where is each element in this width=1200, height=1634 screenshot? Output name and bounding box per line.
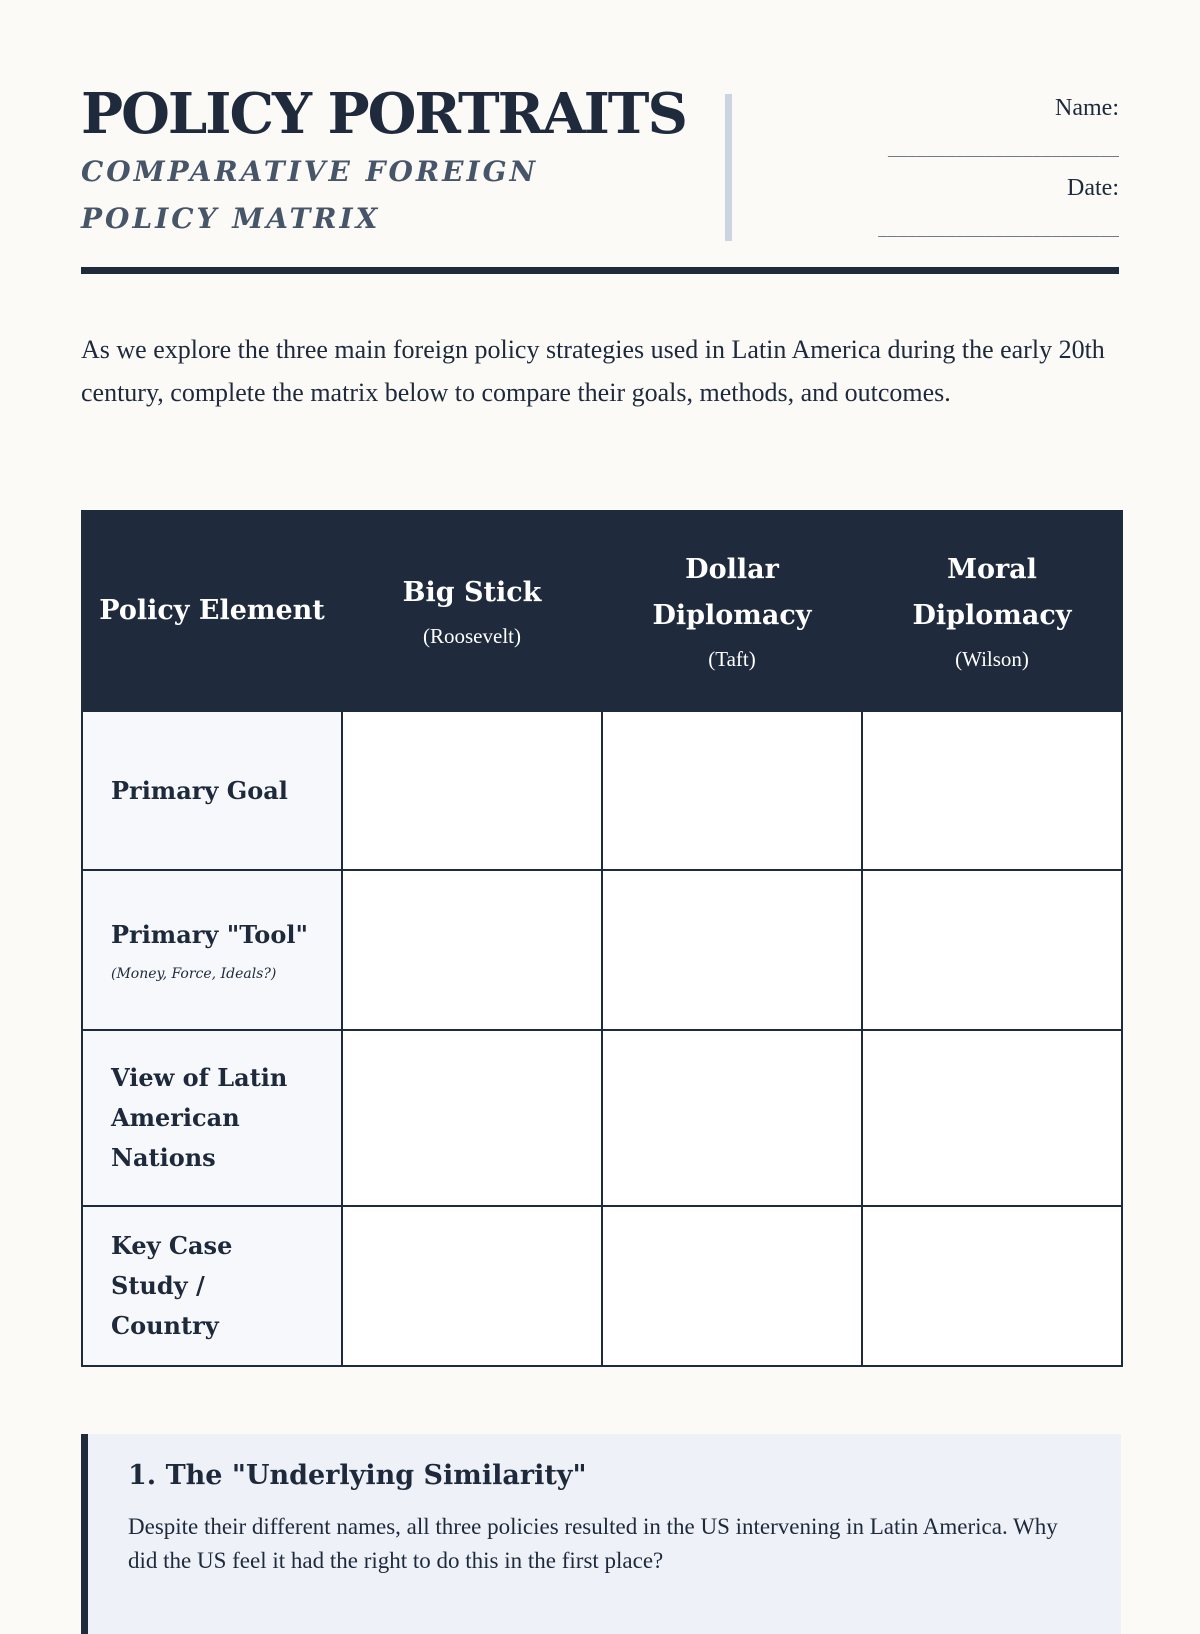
header-name: Big Stick (402, 577, 542, 608)
header-name: Policy Element (99, 595, 325, 626)
answer-cell-moral-diplomacy[interactable] (862, 711, 1122, 870)
header-president: (Roosevelt) (423, 624, 521, 648)
header-policy-element (82, 511, 342, 711)
row-label: View of Latin American Nations (82, 1030, 342, 1206)
answer-cell-dollar-diplomacy[interactable] (602, 870, 862, 1030)
answer-cell-moral-diplomacy[interactable] (862, 1030, 1122, 1206)
answer-cell-dollar-diplomacy[interactable] (602, 1030, 862, 1206)
page-subtitle: COMPARATIVE FOREIGN POLICY MATRIX (81, 155, 539, 235)
header-divider (725, 94, 732, 241)
answer-cell-moral-diplomacy[interactable] (862, 870, 1122, 1030)
name-field[interactable]: ________________________ (887, 138, 1119, 157)
header-big-stick (342, 511, 602, 711)
question-title: 1. The "Underlying Similarity" (128, 1460, 587, 1491)
answer-cell-big-stick[interactable] (342, 870, 602, 1030)
header-moral-diplomacy (862, 511, 1122, 711)
question-text: Despite their different names, all three policies resulted in the US intervening in Latin America. Why did the US feel it had the right to do this in the first place? (128, 1514, 1058, 1573)
row-label: Primary "Tool" (111, 920, 308, 949)
date-field[interactable]: _________________________ (878, 218, 1119, 237)
name-label: Name: (1055, 95, 1119, 121)
answer-cell-big-stick[interactable] (342, 1030, 602, 1206)
header-name: Dollar Diplomacy (652, 554, 812, 631)
date-label: Date: (1067, 175, 1119, 201)
header-dollar-diplomacy (602, 511, 862, 711)
matrix-row-case-study (82, 1206, 1122, 1366)
matrix-row-primary-tool (82, 870, 1122, 1030)
row-hint: (Money, Force, Ideals?) (111, 966, 277, 982)
answer-cell-dollar-diplomacy[interactable] (602, 1206, 862, 1366)
header-president: (Taft) (708, 647, 756, 671)
answer-cell-dollar-diplomacy[interactable] (602, 711, 862, 870)
policy-matrix (81, 510, 1123, 1367)
answer-cell-big-stick[interactable] (342, 711, 602, 870)
answer-cell-moral-diplomacy[interactable] (862, 1206, 1122, 1366)
page-title: POLICY PORTRAITS (81, 81, 686, 147)
student-info (759, 92, 1119, 252)
matrix-row-view-of-latin-america (82, 1030, 1122, 1206)
answer-cell-big-stick[interactable] (342, 1206, 602, 1366)
header-rule (81, 267, 1119, 274)
intro-paragraph: As we explore the three main foreign policy strategies used in Latin America during the early 20th century, complete the matrix below to compare their goals, methods, and outcomes. (81, 335, 1105, 407)
header-president: (Wilson) (955, 647, 1029, 671)
row-label-cell (82, 870, 342, 1030)
matrix-header-row (82, 511, 1122, 711)
question-box (81, 1434, 1121, 1634)
row-label: Key Case Study / Country (82, 1206, 342, 1366)
matrix-row-primary-goal (82, 711, 1122, 870)
row-label: Primary Goal (82, 711, 342, 870)
header-name: Moral Diplomacy (912, 554, 1072, 631)
header (81, 0, 1119, 275)
